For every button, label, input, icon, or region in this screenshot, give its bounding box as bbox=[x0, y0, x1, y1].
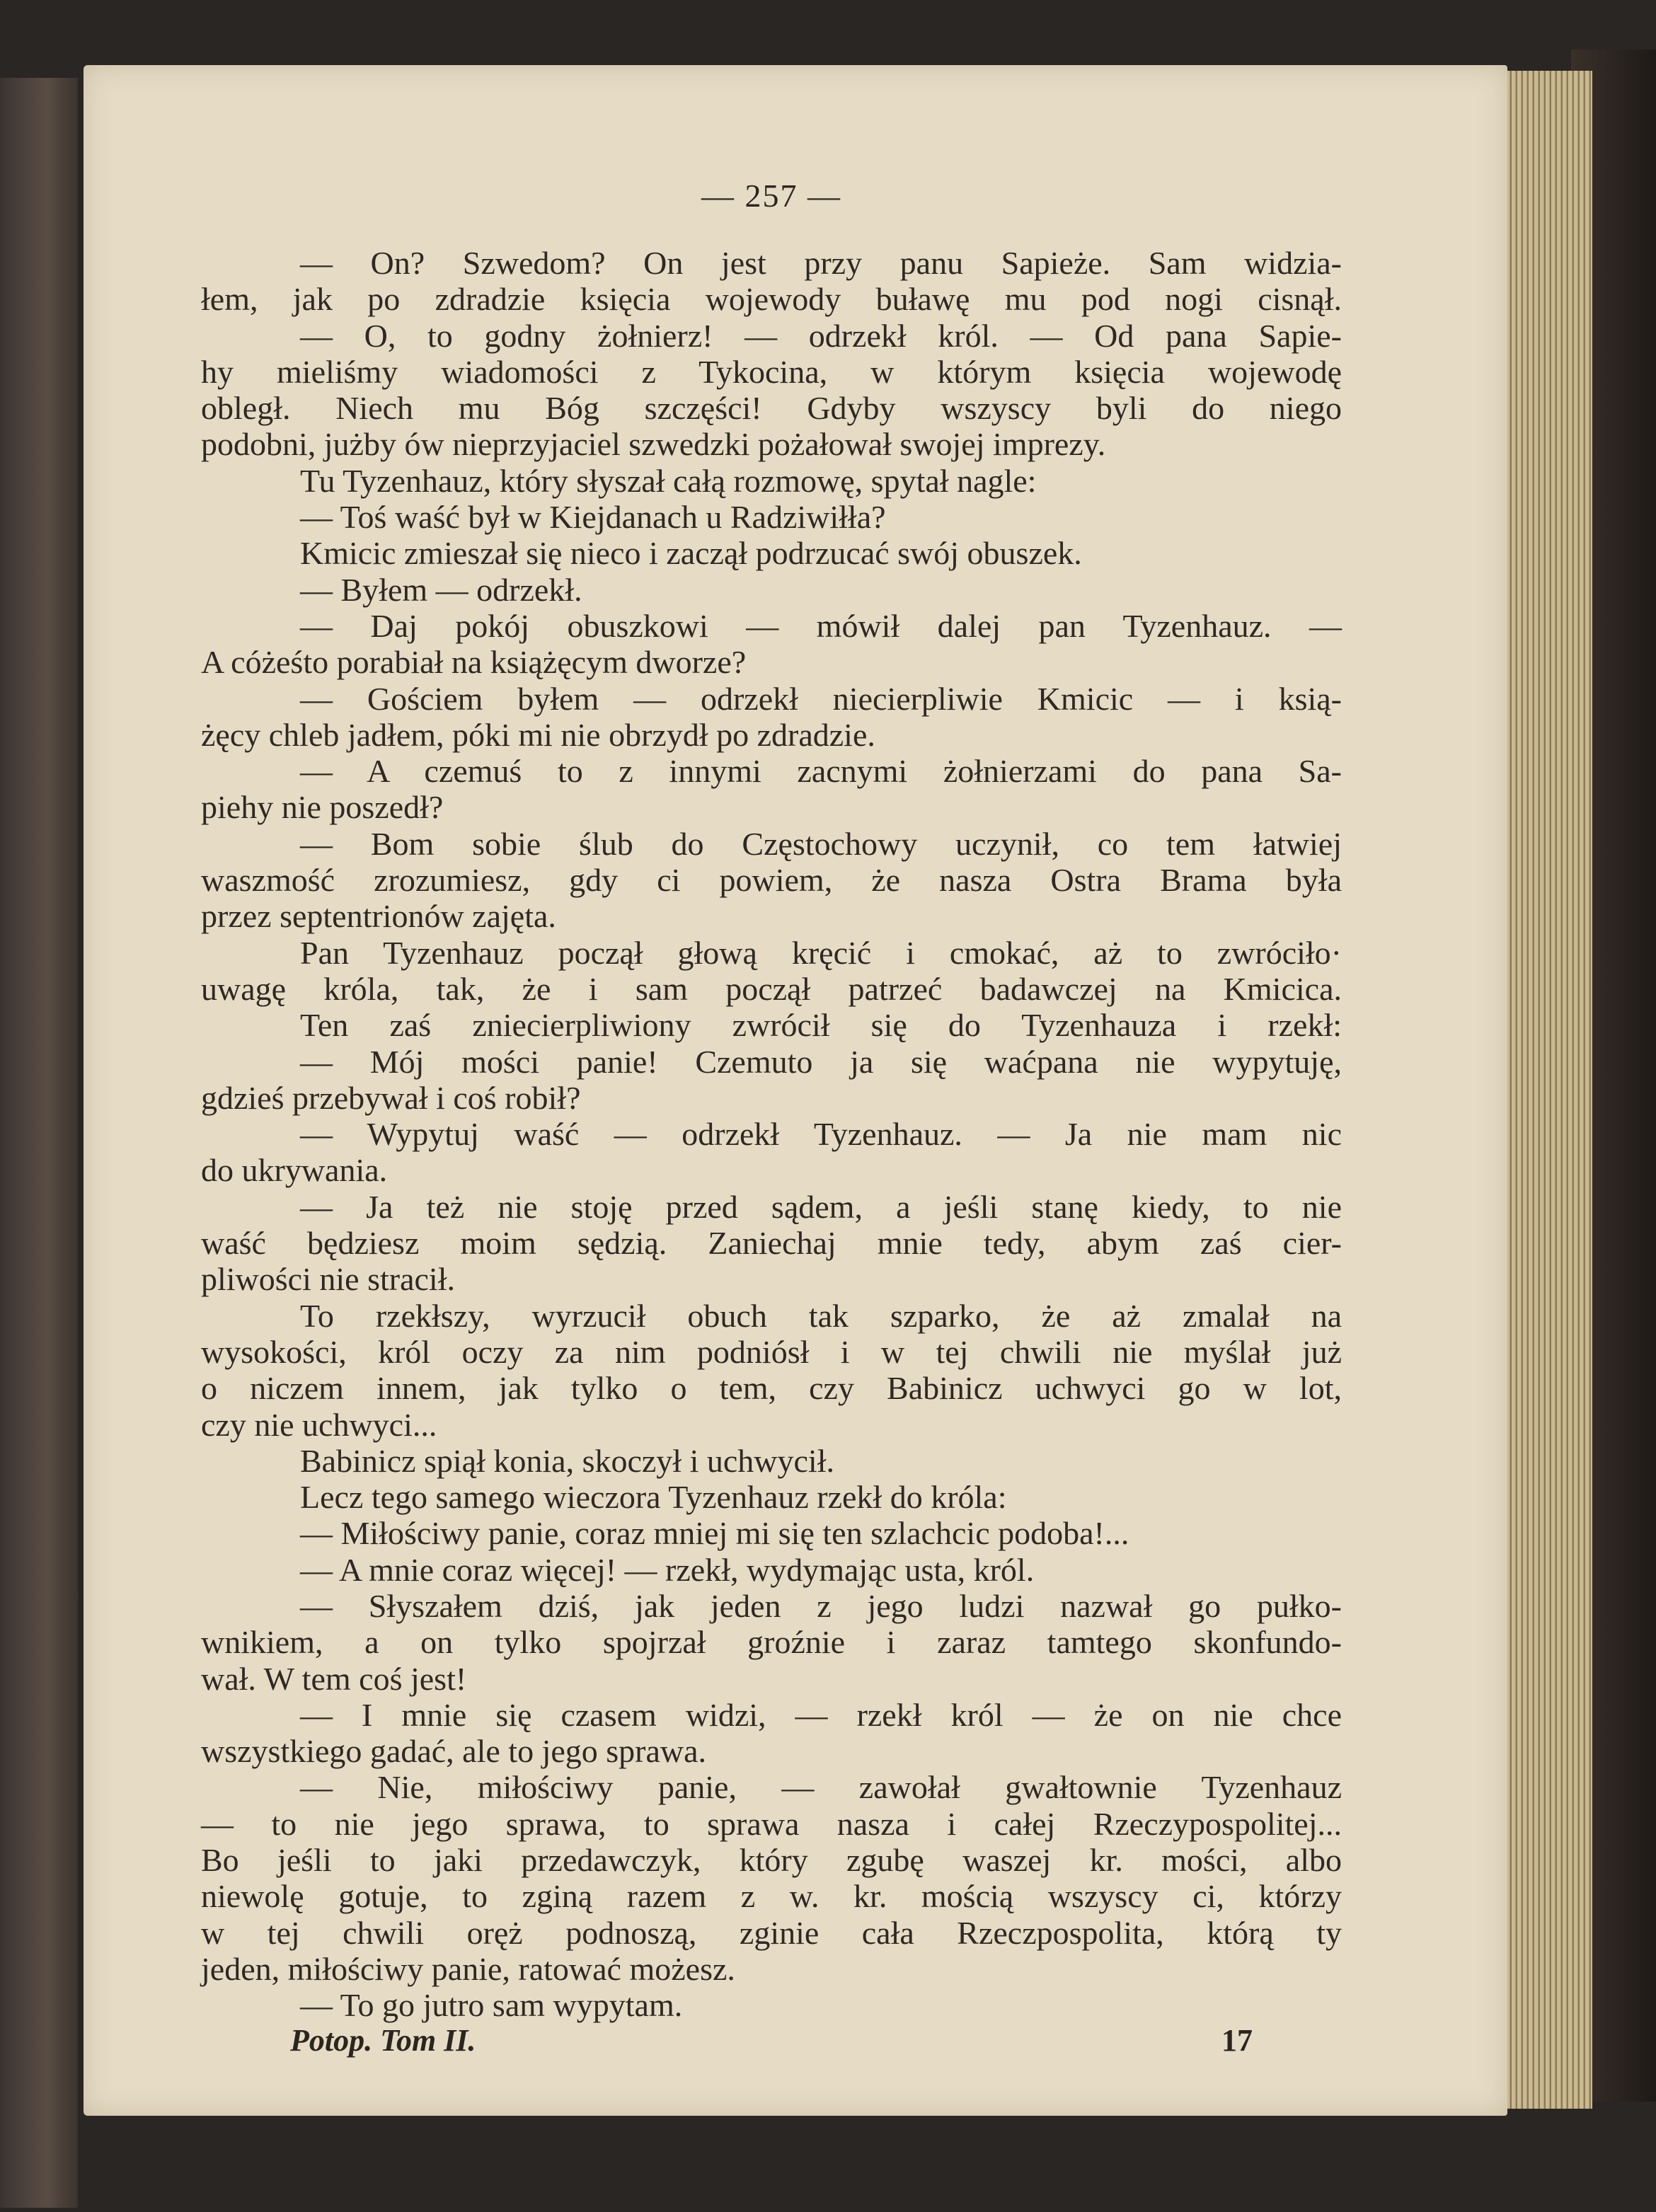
text-line: — Gościem byłem — odrzekł niecierpliwie Kmicic — i ksią- bbox=[300, 680, 1342, 717]
footer-signature: Potop. Tom II. bbox=[290, 2023, 476, 2058]
text-line: o niczem innem, jak tylko o tem, czy Babinicz uchwyci go w lot, bbox=[201, 1370, 1342, 1407]
text-line: wał. W tem coś jest! bbox=[201, 1660, 467, 1697]
page-body-text bbox=[201, 245, 1342, 2024]
text-line: — I mnie się czasem widzi, — rzekł król — że on nie chce bbox=[300, 1696, 1342, 1733]
text-line: Ten zaś zniecierpliwiony zwrócił się do Tyzenhauza i rzekł: bbox=[300, 1007, 1342, 1044]
text-line: niewolę gotuje, to zginą razem z w. kr. mością wszyscy ci, którzy bbox=[201, 1878, 1342, 1915]
footer-sheet-number: 17 bbox=[1221, 2023, 1253, 2058]
text-line: — A mnie coraz więcej! — rzekł, wydymając usta, król. bbox=[300, 1551, 1035, 1588]
text-line: — Ja też nie stoję przed sądem, a jeśli stanę kiedy, to nie bbox=[300, 1188, 1342, 1225]
page-footer bbox=[290, 2022, 1253, 2065]
text-line: — Mój mości panie! Czemuto ja się waćpana nie wypytuję, bbox=[300, 1043, 1342, 1080]
text-line: Lecz tego samego wieczora Tyzenhauz rzekł do króla: bbox=[300, 1479, 1007, 1516]
text-line: żęcy chleb jadłem, póki mi nie obrzydł po zdradzie. bbox=[201, 716, 875, 753]
text-line: Bo jeśli to jaki przedawczyk, który zgubę waszej kr. mości, albo bbox=[201, 1842, 1342, 1879]
text-line: — Słyszałem dziś, jak jeden z jego ludzi nazwał go pułko- bbox=[300, 1587, 1342, 1624]
text-line: hy mieliśmy wiadomości z Tykocina, w którym księcia wojewodę bbox=[201, 353, 1342, 390]
text-line: gdzieś przebywał i coś robił? bbox=[201, 1079, 581, 1116]
text-line: do ukrywania. bbox=[201, 1152, 388, 1189]
text-line: — O, to godny żołnierz! — odrzekł król. — Od pana Sapie- bbox=[300, 317, 1342, 354]
text-line: piehy nie poszedł? bbox=[201, 789, 444, 826]
text-line: czy nie uchwyci... bbox=[201, 1406, 437, 1443]
text-line: — to nie jego sprawa, to sprawa nasza i całej Rzeczypospolitej... bbox=[201, 1805, 1342, 1842]
text-line: — On? Szwedom? On jest przy panu Sapieże. Sam widzia- bbox=[300, 245, 1342, 281]
book-cover-left bbox=[0, 78, 78, 2208]
text-line: — Nie, miłościwy panie, — zawołał gwałtownie Tyzenhauz bbox=[300, 1769, 1342, 1806]
text-line: — Daj pokój obuszkowi — mówił dalej pan Tyzenhauz. — bbox=[300, 607, 1342, 644]
text-line: przez septentrionów zajęta. bbox=[201, 898, 556, 935]
text-line: Babinicz spiął konia, skoczył i uchwycił. bbox=[300, 1442, 834, 1479]
text-line: To rzekłszy, wyrzucił obuch tak szparko, że aż zmalał na bbox=[300, 1297, 1342, 1334]
text-line: obległ. Niech mu Bóg szczęści! Gdyby wszyscy byli do niego bbox=[201, 390, 1342, 427]
text-line: uwagę króla, tak, że i sam począł patrzeć badawczej na Kmicica. bbox=[201, 970, 1342, 1007]
text-line: Kmicic zmieszał się nieco i zaczął podrzucać swój obuszek. bbox=[300, 535, 1082, 572]
text-line: Tu Tyzenhauz, który słyszał całą rozmowę, spytał nagle: bbox=[300, 462, 1037, 499]
text-line: podobni, jużby ów nieprzyjaciel szwedzki pożałował swojej imprezy. bbox=[201, 426, 1106, 463]
text-line: — Bom sobie ślub do Częstochowy uczynił, co tem łatwiej bbox=[300, 825, 1342, 862]
text-line: pliwości nie stracił. bbox=[201, 1261, 455, 1298]
text-line: — Wypytuj waść — odrzekł Tyzenhauz. — Ja nie mam nic bbox=[300, 1116, 1342, 1153]
text-line: wszystkiego gadać, ale to jego sprawa. bbox=[201, 1733, 707, 1770]
page-edges bbox=[1500, 71, 1592, 2109]
text-line: — Byłem — odrzekł. bbox=[300, 571, 582, 608]
text-line: waść będziesz moim sędzią. Zaniechaj mnie tedy, abym zaś cier- bbox=[201, 1225, 1342, 1262]
text-line: w tej chwili oręż podnoszą, zginie cała Rzeczpospolita, którą ty bbox=[201, 1914, 1342, 1951]
text-line: waszmość zrozumiesz, gdy ci powiem, że nasza Ostra Brama była bbox=[201, 862, 1342, 899]
text-line: — A czemuś to z innymi zacnymi żołnierzami do pana Sa- bbox=[300, 753, 1342, 790]
page-number-header: — 257 — bbox=[701, 178, 841, 214]
text-line: — Miłościwy panie, coraz mniej mi się ten szlachcic podoba!... bbox=[300, 1515, 1129, 1552]
text-line: — To go jutro sam wypytam. bbox=[300, 1987, 683, 2024]
text-line: jeden, miłościwy panie, ratować możesz. bbox=[201, 1950, 735, 1987]
text-line: — Toś waść był w Kiejdanach u Radziwiłła? bbox=[300, 499, 886, 536]
text-line: A cóżeśto porabiał na książęcym dworze? bbox=[201, 644, 747, 681]
text-line: łem, jak po zdradzie księcia wojewody buławę mu pod nogi cisnął. bbox=[201, 281, 1342, 318]
text-line: wysokości, król oczy za nim podniósł i w tej chwili nie myślał już bbox=[201, 1333, 1342, 1370]
text-line: Pan Tyzenhauz począł głową kręcić i cmokać, aż to zwróciło· bbox=[300, 934, 1342, 971]
text-line: wnikiem, a on tylko spojrzał groźnie i zaraz tamtego skonfundo- bbox=[201, 1624, 1342, 1661]
